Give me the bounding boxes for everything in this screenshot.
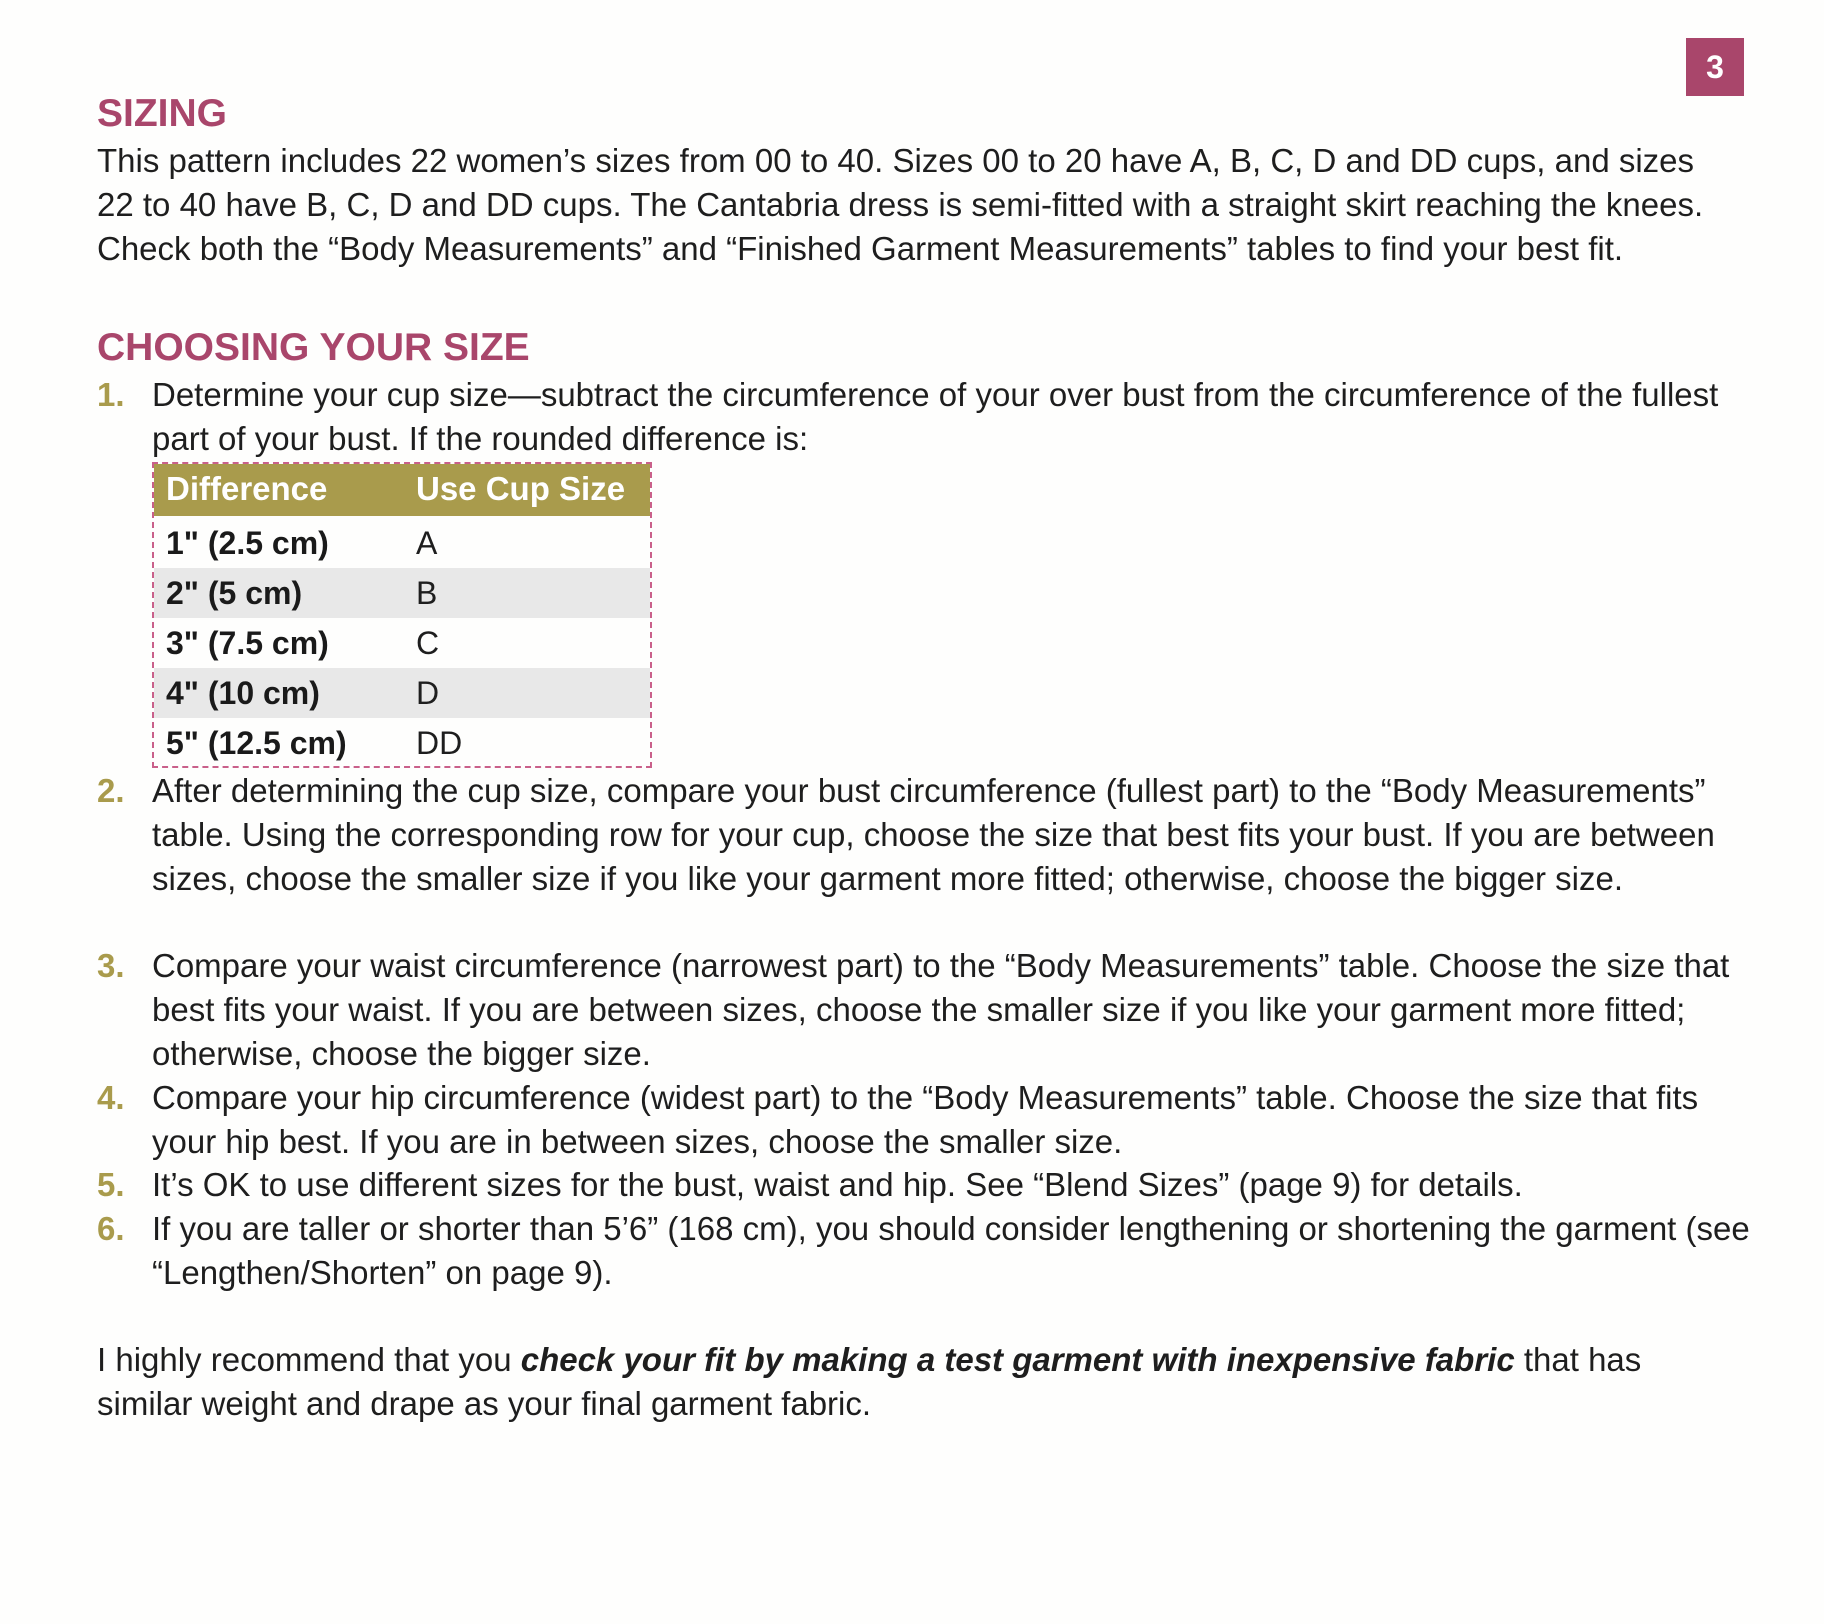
step-text: It’s OK to use different sizes for the bust, waist and hip. See “Blend Sizes” (page 9) for details. xyxy=(152,1166,1523,1203)
table-row xyxy=(154,568,650,618)
cup-cell: DD xyxy=(416,725,463,761)
step-number: 1. xyxy=(97,376,125,413)
difference-cell: 5" (12.5 cm) xyxy=(166,725,347,761)
difference-cell: 2" (5 cm) xyxy=(166,575,303,611)
cup-cell: D xyxy=(416,675,440,711)
header-difference: Difference xyxy=(166,470,328,507)
header-cup-size: Use Cup Size xyxy=(416,470,626,507)
recommendation-text-end: that has similar weight and drape as your final garment fabric. xyxy=(97,1341,1642,1422)
recommendation-emphasis: check your fit by making a test garment with inexpensive fabric xyxy=(520,1341,1515,1378)
sizing-heading: SIZING xyxy=(97,92,228,135)
recommendation-paragraph xyxy=(97,1338,1737,1426)
step-text: Compare your hip circumference (widest part) to the “Body Measurements” table. Choose the size that fits your hip best. If you are in between sizes, choose the smaller size. xyxy=(152,1079,1699,1160)
cup-cell: A xyxy=(416,525,438,561)
table-row xyxy=(154,518,650,568)
sizing-paragraph: This pattern includes 22 women’s sizes from 00 to 40. Sizes 00 to 20 have A, B, C, D and DD cups, and sizes 22 to 40 have B, C, D and DD cups. The Cantabria dress is semi-fitted with a straight skirt reaching the knees. Check both the “Body Measurements” and “Finished Garment Measurements” tables to find your best fit. xyxy=(97,142,1704,267)
step-number: 6. xyxy=(97,1210,125,1247)
step-number: 3. xyxy=(97,947,125,984)
step-number: 4. xyxy=(97,1079,125,1116)
step-text: If you are taller or shorter than 5’6” (168 cm), you should consider lengthening or shortening the garment (see “Lengthen/Shorten” on page 9). xyxy=(152,1210,1750,1291)
difference-cell: 3" (7.5 cm) xyxy=(166,625,329,661)
difference-cell: 4" (10 cm) xyxy=(166,675,320,711)
cup-cell: C xyxy=(416,625,440,661)
step-text: After determining the cup size, compare your bust circumference (fullest part) to the “Body Measurements” table. Using the corresponding row for your cup, choose the size that best fits your bust. If you are between sizes, choose the smaller size if you like your garment more fitted; otherwise, choose the bigger size. xyxy=(152,772,1715,897)
step-text: Compare your waist circumference (narrowest part) to the “Body Measurements” table. Choose the size that best fits your waist. If you are between sizes, choose the smaller size if you like your garment more fitted; otherwise, choose the bigger size. xyxy=(152,947,1730,1072)
table-row xyxy=(154,618,650,668)
step-number: 5. xyxy=(97,1166,125,1203)
difference-cell: 1" (2.5 cm) xyxy=(166,525,329,561)
choosing-size-heading: CHOOSING YOUR SIZE xyxy=(97,326,530,369)
cup-cell: B xyxy=(416,575,438,611)
step-number: 2. xyxy=(97,772,125,809)
step-text: Determine your cup size—subtract the circumference of your over bust from the circumference of the fullest part of your bust. If the rounded difference is: xyxy=(152,376,1719,457)
table-row xyxy=(154,718,650,768)
cup-size-table xyxy=(152,462,652,768)
table-header-row xyxy=(154,464,650,516)
page-number-badge: 3 xyxy=(1686,38,1744,96)
recommendation-text-start: I highly recommend that you xyxy=(97,1341,521,1378)
table-row xyxy=(154,668,650,718)
